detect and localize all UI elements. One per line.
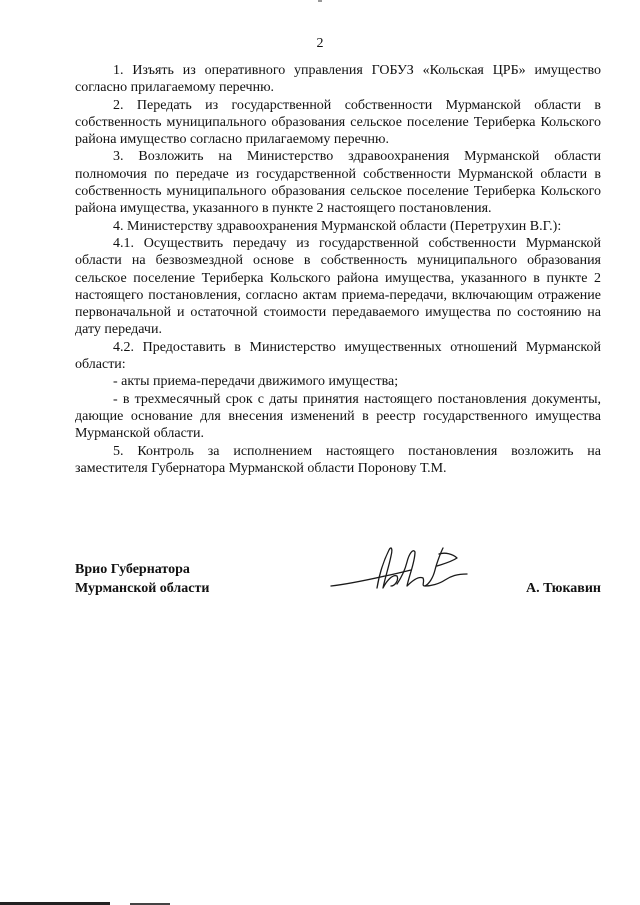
paragraph-5: 5. Контроль за исполнением настоящего постановления возложить на заместителя Губернатора Мурманской области Поронову Т.М. [75, 443, 601, 476]
paragraph-4-2-item-2: - в трехмесячный срок с даты принятия настоящего постановления документы, дающие основание для внесения изменений в реестр государственного имущества Мурманской области. [75, 391, 601, 442]
paragraph-3: 3. Возложить на Министерство здравоохранения Мурманской области полномочия по передаче из государственной собственности Мурманской области в собственность муниципального образования сельское поселение Териберка Кольского района имущества, указанного в пункте 2 настоящего постановления. [75, 149, 601, 217]
handwritten-signature [327, 540, 477, 600]
scan-bottom-edge [0, 899, 640, 905]
paragraph-4: 4. Министерству здравоохранения Мурманской области (Перетрухин В.Г.): [113, 218, 562, 234]
signature-stroke-3 [397, 548, 443, 586]
scan-artifact [318, 0, 322, 2]
paragraph-4-2-item-1: - акты приема-передачи движимого имущества; [113, 374, 399, 390]
paragraph-2: 2. Передать из государственной собственности Мурманской области в собственность муниципального образования сельское поселение Териберка Кольского района имущество согласно прилагаемому перечню. [75, 97, 601, 148]
signatory-name: А. Тюкавин [526, 581, 601, 596]
page-number: 2 [316, 36, 324, 51]
signatory-title-line-2: Мурманской области [75, 581, 210, 596]
signature-stroke-2 [377, 548, 398, 588]
document-body [75, 62, 601, 477]
paragraph-4-1: 4.1. Осуществить передачу из государственной собственности Мурманской области на безвозмездной основе в собственность муниципального образования сельское поселение Териберка Кольского района имущества, указанного в пункте 2 настоящего постановления, согласно актам приема-передачи, включающим отражение первоначальной и остаточной стоимости передаваемого имущества по состоянию на дату передачи. [75, 235, 601, 338]
paragraph-1: 1. Изъять из оперативного управления ГОБУЗ «Кольская ЦРБ» имущество согласно прилагаемому перечню. [75, 63, 601, 96]
signature-stroke-1 [331, 570, 411, 586]
signatory-title [75, 560, 209, 598]
signatory-title-line-1: Врио Губернатора [75, 562, 190, 577]
signature-block [75, 560, 601, 610]
paragraph-4-2: 4.2. Предоставить в Министерство имущественных отношений Мурманской области: [75, 339, 601, 373]
